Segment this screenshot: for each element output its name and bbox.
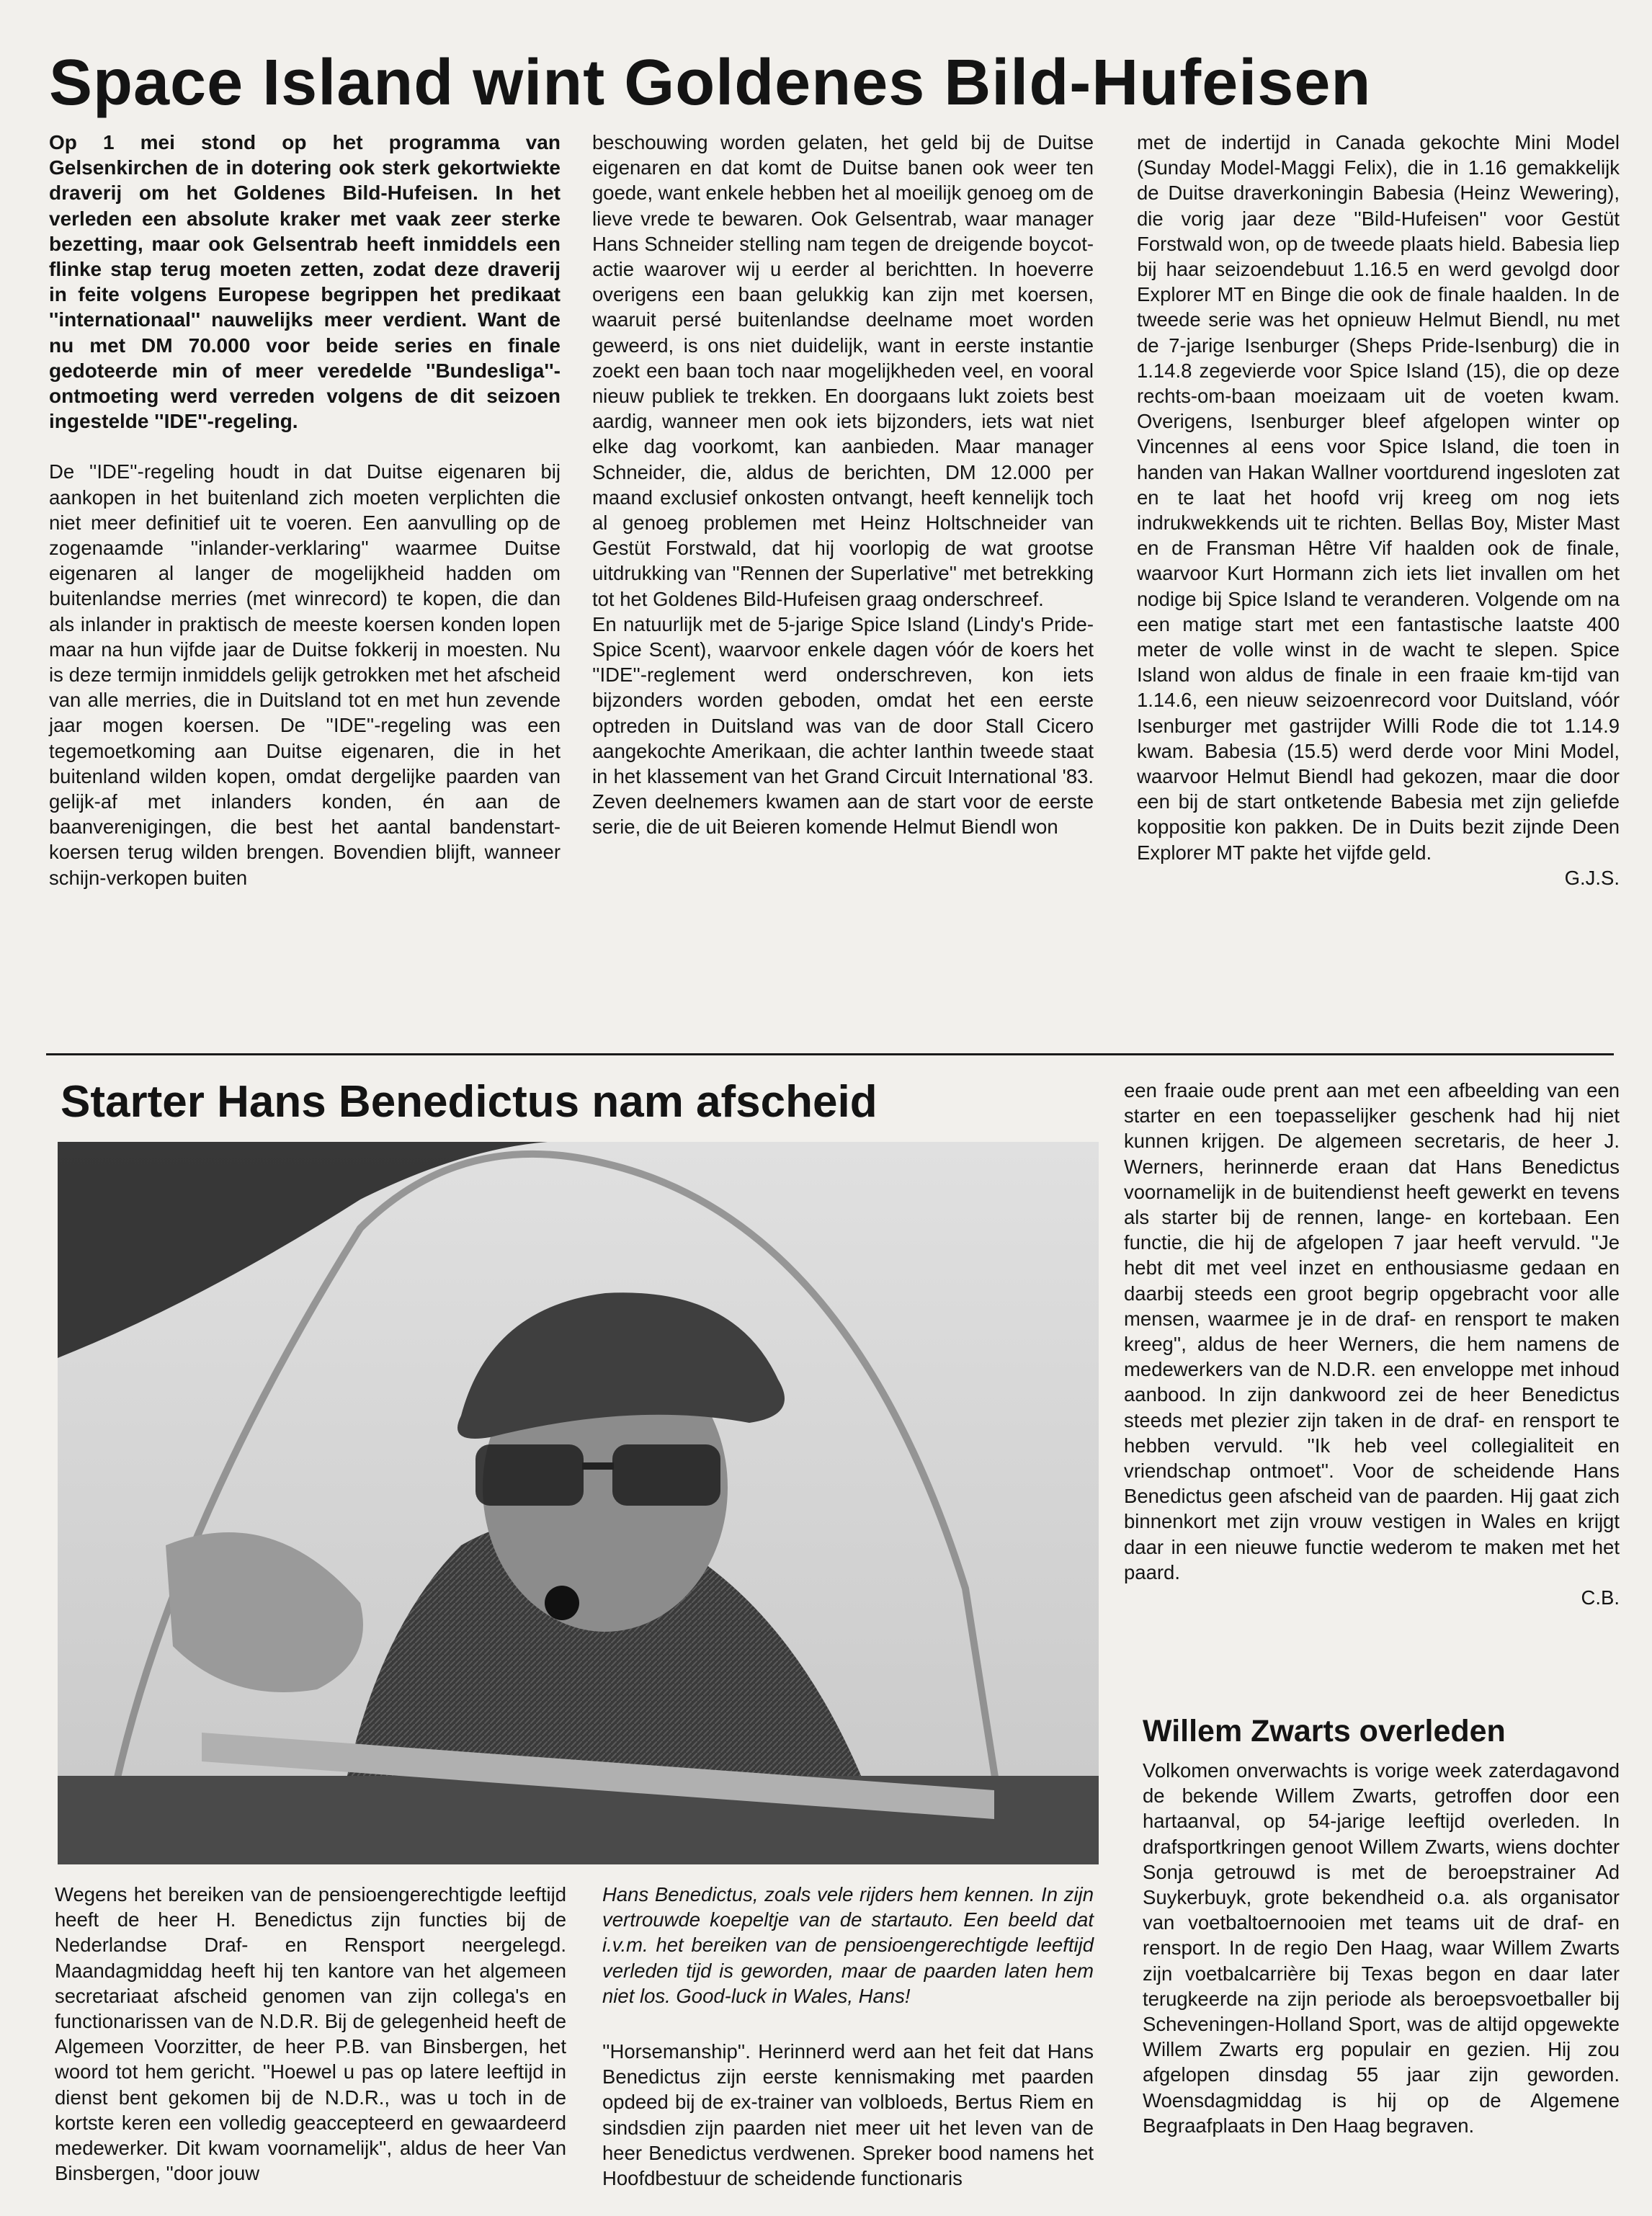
article1-col2-p1: beschouwing worden gelaten, het geld bij de Duitse eigenaren en dat komt de Duitse banen ook weer ten goede, want enkele hebben het al moeilijk genoeg om de lieve vrede te bewaren. Ook Gelsentrab, waar manager Hans Schneider stelling nam tegen de dreigende boycot-actie waarover wij u eerder al berichtten. In hoeverre overigens een baan gelukkig kan zijn met koersen, waaruit persé buitenlandse deelname moet worden geweerd, is ons niet duidelijk, want in eerste instantie zoekt een baan toch naar mogelijkheden veel, en vooral nieuw publiek te trekken. En doorgaans lukt zoiets best aardig, wanneer men ook iets bijzonders, iets wat niet elke dag voorkomt, kan aanbieden. Maar manager Schneider, die, aldus de berichten, DM 12.000 per maand exclusief onkosten ontvangt, heeft kennelijk toch al genoeg problemen met Heinz Holtschneider van Gestüt Forstwald, dat hij voorlopig de wat grootse uitdrukking van ''Rennen der Superlative'' met betrekking tot het Goldenes Bild-Hufeisen graag onderschreef. [592, 131, 1094, 610]
article2-signature: C.B. [1581, 1586, 1620, 1609]
article2-col3-body: een fraaie oude prent aan met een afbeelding van een starter en een toepasselijker geschenk had hij niet kunnen krijgen. De algemeen secretaris, de heer J. Werners, herinnerde eraan dat Hans Benedictus voornamelijk in de buitendienst heeft gewerkt en tevens als starter bij de rennen, lange- en kortebaan. Een functie, die hij de afgelopen 7 jaar heeft vervuld. ''Je hebt dit met veel inzet en enthousiasme gedaan en daarbij steeds een groot begrip opgebracht voor alle mensen, waarmee je in de draf- en rensport te maken kreeg'', aldus de heer Werners, die hem namens de medewerkers van de N.D.R. een enveloppe met inhoud aanbood. In zijn dankwoord zei de heer Benedictus steeds met plezier zijn taken in de draf- en rensport te hebben vervuld. ''Ik heb veel collegialiteit en vriendschap ontmoet''. Voor de scheidende Hans Benedictus geen afscheid van de paarden. Hij gaat zich binnenkort met zijn vrouw vestigen in Wales en krijgt daar in een nieuwe functie wederom te maken met het paard. [1124, 1079, 1620, 1583]
article1-column-3 [1137, 130, 1620, 890]
article1-col1-body: De ''IDE''-regeling houdt in dat Duitse eigenaren bij aankopen in het buitenland zich moeten verplichten die niet meer definitief uit te voeren. Een aanvulling op de zogenaamde ''inlander-verklaring'' waarmee Duitse eigenaren al langer de mogelijkheid hadden om buitenlandse merries (met winrecord) te kopen, die dan als inlander in praktisch de meeste koersen konden lopen maar na hun vijfde jaar de Duitse fokkerij in moesten. Nu is deze termijn inmiddels gelijk getrokken met het afscheid van alle merries, die in Duitsland tot en met hun zevende jaar mogen koersen. De ''IDE''-regeling was een tegemoetkoming aan Duitse eigenaren, die in het buitenland wilden kopen, omdat dergelijke paarden van gelijk-af met inlanders konden, én aan de baanverenigingen, die best het aantal bandenstart-koersen terug wilden brengen. Bovendien blijft, wanneer schijn-verkopen buiten [49, 460, 561, 889]
article3-column [1143, 1758, 1620, 2138]
article2-col1-body: Wegens het bereiken van de pensioengerechtigde leeftijd heeft de heer H. Benedictus zijn functies bij de Nederlandse Draf- en Rensport neergelegd. Maandagmiddag heeft hij ten kantore van het algemeen secretariaat afscheid genomen van zijn collega's en functionarissen van de N.D.R. Bij de gelegenheid heeft de Algemeen Voorzitter, de heer P.B. van Binsbergen, het woord tot hem gericht. ''Hoewel u pas op latere leeftijd in dienst bent gekomen bij de N.D.R., was u toch in de kortste keren een volledig geaccepteerd en gewaardeerd medewerker. Dit kwam voornamelijk'', aldus de heer Van Binsbergen, ''door jouw [55, 1883, 566, 2185]
section-divider [46, 1053, 1614, 1055]
article3-headline: Willem Zwarts overleden [1143, 1714, 1506, 1748]
article3-body: Volkomen onverwachts is vorige week zaterdagavond de bekende Willem Zwarts, getroffen door een hartaanval, op 54-jarige leeftijd overleden. In drafsportkringen genoot Willem Zwarts, wiens dochter Sonja getrouwd is met de beroepstrainer Ad Suykerbuyk, grote bekendheid o.a. als organisator van voetbaltoernooien met teams uit de draf- en rensport. In de regio Den Haag, waar Willem Zwarts zijn voetbalcarrière bij Texas begon en daar later terugkeerde na zijn periode als beroepsvoetballer bij Scheveningen-Holland Sport, was de altijd opgewekte Willem Zwarts erg populair en gezien. Hij zou afgelopen dinsdag 55 jaar zijn geworden. Woensdagmiddag is hij op de Algemene Begraafplaats in Den Haag begraven. [1143, 1759, 1620, 2137]
article1-col3-body: met de indertijd in Canada gekochte Mini Model (Sunday Model-Maggi Felix), die in 1.16 gemakkelijk de Duitse draverkoningin Babesia (Heinz Wewering), die vorig jaar deze ''Bild-Hufeisen'' voor Gestüt Forstwald won, op de tweede plaats hield. Babesia liep bij haar seizoendebuut 1.16.5 en werd gevolgd door Explorer MT en Binge die ook de finale haalden. In de tweede serie was het opnieuw Helmut Biendl, nu met de 7-jarige Isenburger (Sheps Pride-Isenburg) die in 1.14.8 zegevierde voor Spice Island (15), die op deze rechts-om-baan moeizaam uit de voeten kwam. Overigens, Isenburger bleef afgelopen winter op Vincennes al eens voor Spice Island, die toen in handen van Hakan Wallner voortdurend ingesloten zat en te laat het hoofd vrij kreeg om nog iets indrukwekkends uit te richten. Bellas Boy, Mister Mast en de Fransman Hêtre Vif haalden ook de finale, waarvoor Kurt Hormann zich iets liet invallen om het nodige bij Spice Island te veranderen. Volgende om na een matige start met een fantastische laatste 400 meter de volle winst in de wacht te slepen. Spice Island won aldus de finale in een fraaie km-tijd van 1.14.6, een nieuw seizoenrecord voor Duitsland, vóór Isenburger met gastrijder Willi Rode die tot 1.14.9 kwam. Babesia (15.5) werd derde voor Mini Model, waarvoor Helmut Biendl had gekozen, maar die door een bij de start ontketende Babesia met zijn geliefde koppositie kon pakken. De in Duits bezit zijnde Deen Explorer MT pakte het vijfde geld. [1137, 131, 1620, 864]
article2-headline: Starter Hans Benedictus nam afscheid [61, 1077, 878, 1127]
article2-column-3 [1124, 1078, 1620, 1610]
article1-signature: G.J.S. [1564, 866, 1620, 889]
starter-photo [58, 1142, 1099, 1864]
article2-col2-body: ''Horsemanship''. Herinnerd werd aan het feit dat Hans Benedictus zijn eerste kennismaking met paarden opdeed bij de ex-trainer van volbloeds, Bertus Riem en sindsdien zijn paarden niet meer uit het leven van de heer Benedictus verdwenen. Spreker bood namens het Hoofdbestuur de scheidende functionaris [602, 2040, 1094, 2190]
starter-photo-illustration [58, 1142, 1099, 1864]
article1-column-2 [592, 130, 1094, 840]
article2-column-2 [602, 1882, 1094, 2191]
article1-lead: Op 1 mei stond op het programma van Gelsenkirchen de in dotering ook sterk gekortwiekte draverij om het Goldenes Bild-Hufeisen. In het verleden een absolute kraker met vaak zeer sterke bezetting, maar ook Gelsentrab heeft inmiddels een flinke stap terug moeten zetten, zodat deze draverij in feite volgens Europese begrippen het predikaat ''internationaal'' nauwelijks meer verdient. Want de nu met DM 70.000 voor beide series en finale gedoteerde min of meer veredelde ''Bundesliga''-ontmoeting werd verreden volgens de dit seizoen ingestelde ''IDE''-regeling. [49, 131, 561, 433]
article2-column-1 [55, 1882, 566, 2186]
article1-col2-p2: En natuurlijk met de 5-jarige Spice Island (Lindy's Pride-Spice Scent), waarvoor enkele dagen vóór de koers het ''IDE''-reglement werd onderschreven, kon iets bijzonders worden geboden, omdat het een eerste optreden in Duitsland was van de door Stall Cicero aangekochte Amerikaan, die achter Ianthin tweede staat in het klassement van het Grand Circuit International '83. Zeven deelnemers kwamen aan de start voor de eerste serie, die de uit Beieren komende Helmut Biendl won [592, 612, 1094, 839]
article1-headline: Space Island wint Goldenes Bild-Hufeisen [49, 47, 1372, 119]
photo-caption: Hans Benedictus, zoals vele rijders hem kennen. In zijn vertrouwde koepeltje van de startauto. Een beeld dat i.v.m. het bereiken van de pensioengerechtigde leeftijd verleden tijd is geworden, maar de paarden laten hem niet los. Good-luck in Wales, Hans! [602, 1883, 1094, 2007]
article1-column-1 [49, 130, 561, 890]
